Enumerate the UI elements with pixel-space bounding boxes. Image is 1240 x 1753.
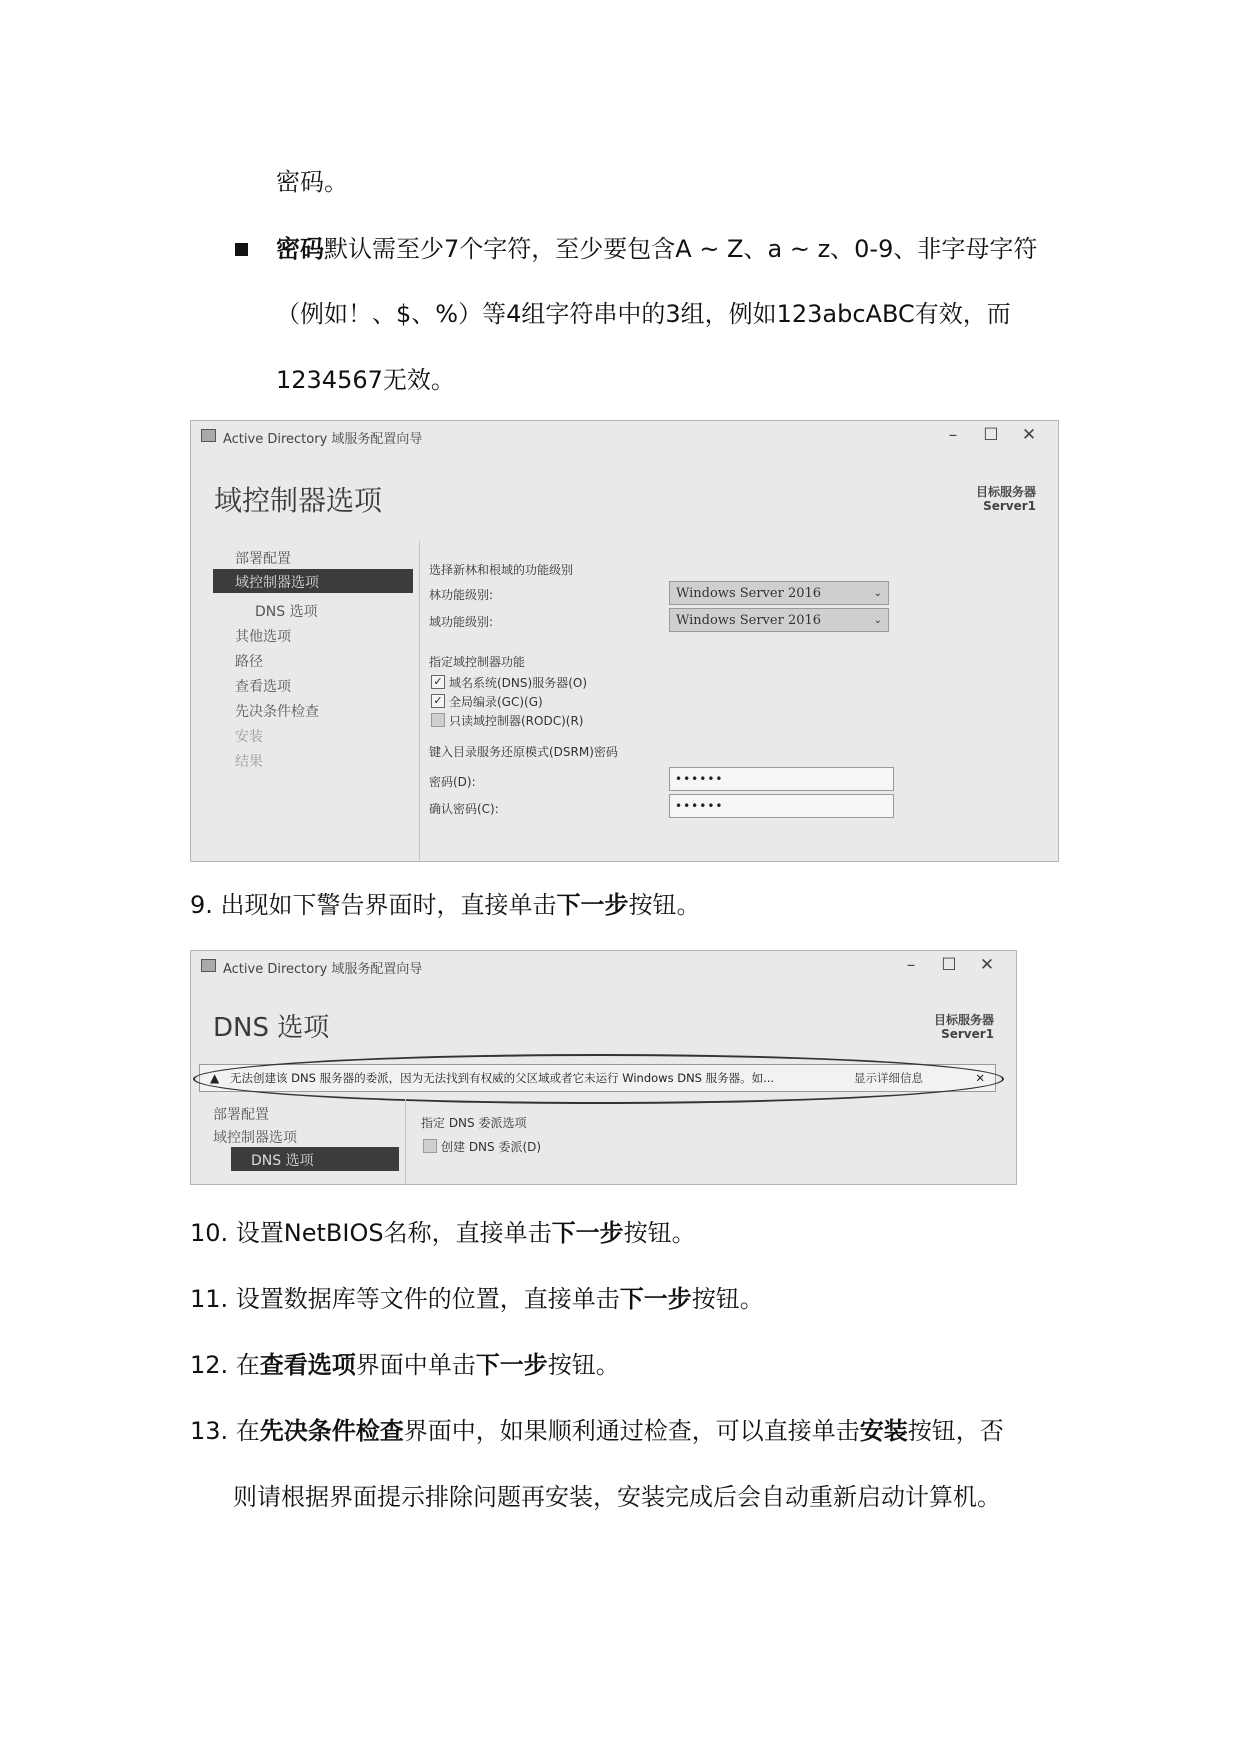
text-span: 12. 在 bbox=[190, 1351, 260, 1379]
checkbox-create-delegation[interactable] bbox=[423, 1139, 437, 1153]
forest-level-select[interactable] bbox=[669, 581, 889, 605]
domain-level-value: Windows Server 2016 bbox=[676, 613, 822, 628]
nav-item-deployment[interactable]: 部署配置 bbox=[213, 1107, 269, 1123]
nav-item-label: DNS 选项 bbox=[251, 1153, 314, 1169]
bold-term: 下一步 bbox=[556, 891, 629, 919]
text-line bbox=[190, 1217, 696, 1249]
text-span: 默认需至少7个字符，至少要包含A ~ Z、a ~ z、0-9、非字母字符 bbox=[324, 235, 1038, 263]
target-server-value: Server1 bbox=[941, 1027, 994, 1041]
bold-term: 安装 bbox=[859, 1417, 908, 1445]
text-span: 按钮。 bbox=[628, 891, 701, 919]
checkbox-label: 只读域控制器(RODC)(R) bbox=[449, 714, 584, 728]
confirm-password-label: 确认密码(C): bbox=[429, 802, 499, 816]
text-span: 则请根据界面提示排除问题再安装，安装完成后会自动重新启动计算机。 bbox=[233, 1483, 1001, 1511]
section-heading: 指定 DNS 委派选项 bbox=[421, 1116, 527, 1130]
text-line bbox=[276, 166, 348, 198]
title-bar bbox=[191, 951, 1016, 981]
divider bbox=[419, 541, 420, 861]
page-title: DNS 选项 bbox=[213, 1013, 330, 1043]
maximize-icon[interactable]: ☐ bbox=[941, 955, 957, 975]
nav-item-deployment[interactable]: 部署配置 bbox=[235, 551, 291, 567]
bold-term: 密码 bbox=[276, 235, 324, 263]
minimize-icon[interactable]: – bbox=[906, 955, 916, 975]
show-details-link[interactable]: 显示详细信息 bbox=[854, 1071, 923, 1085]
nav-item-install: 安装 bbox=[235, 729, 263, 745]
section-heading: 键入目录服务还原模式(DSRM)密码 bbox=[429, 745, 618, 759]
text-span: 13. 在 bbox=[190, 1417, 260, 1445]
checkbox-label: 全局编录(GC)(G) bbox=[449, 695, 543, 709]
text-span: 9. 出现如下警告界面时，直接单击 bbox=[190, 891, 557, 919]
title-bar bbox=[191, 421, 1058, 451]
forest-level-label: 林功能级别: bbox=[429, 588, 494, 602]
forest-level-value: Windows Server 2016 bbox=[676, 586, 822, 601]
text-span: 界面中，如果顺利通过检查，可以直接单击 bbox=[403, 1417, 860, 1445]
server-manager-icon bbox=[201, 429, 216, 442]
confirm-password-input[interactable]: •••••• bbox=[669, 794, 894, 818]
section-heading: 指定域控制器功能 bbox=[429, 655, 526, 669]
password-label: 密码(D): bbox=[429, 775, 476, 789]
text-line bbox=[276, 364, 455, 396]
target-server-label: 目标服务器 bbox=[975, 485, 1036, 499]
highlight-ellipse bbox=[193, 1054, 1004, 1104]
text-span: 按钮。 bbox=[691, 1285, 764, 1313]
checkbox-gc[interactable]: ✓ bbox=[431, 694, 445, 708]
checkbox-rodc[interactable] bbox=[431, 713, 445, 727]
password-input[interactable]: •••••• bbox=[669, 767, 894, 791]
checkbox-dns[interactable]: ✓ bbox=[431, 675, 445, 689]
checkbox-label: 创建 DNS 委派(D) bbox=[441, 1140, 542, 1154]
text-line bbox=[190, 1415, 1004, 1447]
text-line bbox=[190, 889, 701, 921]
nav-item-review[interactable]: 查看选项 bbox=[235, 679, 291, 695]
text-line bbox=[276, 298, 1011, 330]
bold-term: 下一步 bbox=[551, 1219, 624, 1247]
chevron-down-icon: ⌄ bbox=[873, 615, 882, 626]
target-server-value: Server1 bbox=[983, 499, 1036, 513]
text-span: 按钮。 bbox=[623, 1219, 696, 1247]
bold-term: 查看选项 bbox=[259, 1351, 356, 1379]
text-span: （例如！、$、%）等4组字符串中的3组，例如123abcABC有效，而 bbox=[276, 300, 1011, 328]
warning-text: 无法创建该 DNS 服务器的委派，因为无法找到有权威的父区域或者它未运行 Windows DNS 服务器。如... bbox=[230, 1071, 775, 1085]
checkbox-label: 域名系统(DNS)服务器(O) bbox=[449, 676, 588, 690]
window-title: Active Directory 域服务配置向导 bbox=[223, 962, 423, 977]
bold-term: 先决条件检查 bbox=[259, 1417, 404, 1445]
divider bbox=[405, 1099, 406, 1184]
nav-item-label: 域控制器选项 bbox=[235, 575, 319, 591]
maximize-icon[interactable]: ☐ bbox=[983, 425, 999, 445]
chevron-down-icon: ⌄ bbox=[873, 588, 882, 599]
server-manager-icon bbox=[201, 959, 216, 972]
nav-item-dns-options[interactable]: DNS 选项 bbox=[255, 604, 318, 620]
domain-level-label: 域功能级别: bbox=[429, 615, 494, 629]
text-span: 按钮。 bbox=[547, 1351, 620, 1379]
screenshot-domain-controller-options bbox=[190, 420, 1059, 862]
screenshot-dns-options bbox=[190, 950, 1017, 1185]
text-line bbox=[276, 233, 1037, 265]
close-icon[interactable]: ✕ bbox=[975, 1071, 985, 1085]
text-span: 密码。 bbox=[276, 168, 348, 196]
text-line bbox=[233, 1481, 1001, 1513]
minimize-icon[interactable]: – bbox=[948, 425, 958, 445]
section-heading: 选择新林和根域的功能级别 bbox=[429, 563, 574, 577]
domain-level-select[interactable] bbox=[669, 608, 889, 632]
nav-item-results: 结果 bbox=[235, 754, 263, 770]
nav-item-dc-options[interactable]: 域控制器选项 bbox=[213, 1130, 297, 1146]
nav-item-additional[interactable]: 其他选项 bbox=[235, 629, 291, 645]
bold-term: 下一步 bbox=[619, 1285, 692, 1313]
text-span: 10. 设置NetBIOS名称，直接单击 bbox=[190, 1219, 552, 1247]
close-icon[interactable]: ✕ bbox=[979, 955, 995, 975]
bullet-square bbox=[235, 243, 248, 256]
text-span: 11. 设置数据库等文件的位置，直接单击 bbox=[190, 1285, 620, 1313]
text-line bbox=[190, 1349, 620, 1381]
target-server-label: 目标服务器 bbox=[933, 1013, 994, 1027]
text-span: 界面中单击 bbox=[355, 1351, 476, 1379]
bold-term: 下一步 bbox=[475, 1351, 548, 1379]
text-line bbox=[190, 1283, 764, 1315]
text-span: 1234567无效。 bbox=[276, 366, 455, 394]
warning-icon: ▲ bbox=[210, 1071, 220, 1085]
close-icon[interactable]: ✕ bbox=[1021, 425, 1037, 445]
nav-item-prereq[interactable]: 先决条件检查 bbox=[235, 704, 319, 720]
page-title: 域控制器选项 bbox=[214, 484, 383, 517]
window-title: Active Directory 域服务配置向导 bbox=[223, 432, 423, 447]
nav-item-paths[interactable]: 路径 bbox=[235, 654, 263, 670]
text-span: 按钮，否 bbox=[907, 1417, 1004, 1445]
